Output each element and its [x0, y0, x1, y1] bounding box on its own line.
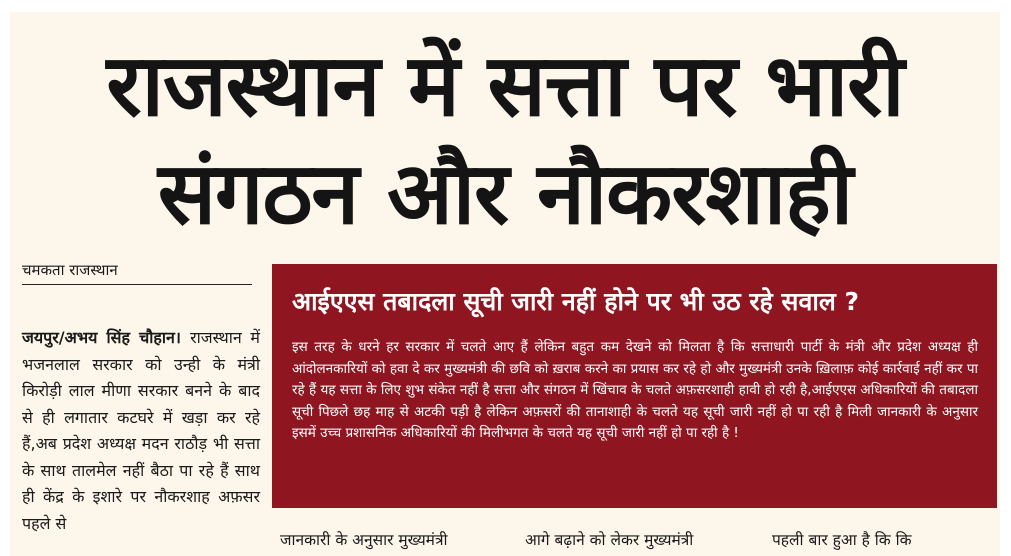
- highlight-title: आईएएस तबादला सूची जारी नहीं होने पर भी उठ रहे सवाल ?: [292, 287, 859, 316]
- headline-line-2: संगठन और नौकरशाही: [157, 144, 853, 244]
- bottom-column-2: आगे बढ़ाने को लेकर मुख्यमंत्री: [525, 531, 694, 549]
- bottom-column-3: पहली बार हुआ है कि कि: [772, 531, 912, 549]
- left-article-body: राजस्थान में भजनलाल सरकार को उन्ही के मंत्री किरोड़ी लाल मीणा सरकार बनने के बाद से ही लगातार कटघरे में खड़ा कर रहे हैं,अब प्रदेश अध्यक्ष मदन राठौड़ भी सत्ता के साथ तालमेल नहीं बैठा पा रहे हैं साथ ही केंद्र के इशारे पर नौकरशाह अफ़सर पहले से: [22, 328, 260, 533]
- highlight-box: [272, 264, 997, 508]
- headline-line-1: राजस्थान में सत्ता पर भारी: [106, 36, 904, 136]
- left-article-column: [22, 325, 260, 537]
- newspaper-page: [10, 12, 1000, 556]
- source-label: चमकता राजस्थान: [22, 260, 252, 285]
- highlight-body: इस तरह के धरने हर सरकार में चलते आए हैं लेकिन बहुत कम देखने को मिलता है कि सत्ताधारी पार्टी के मंत्री और प्रदेश अध्यक्ष ही आंदोलनकारियों को हवा दे कर मुख्यमंत्री की छवि को ख़राब करने का प्रयास कर रहे हो और मुख्यमंत्री उनके ख़िलाफ़ कोई कार्रवाई नहीं कर पा रहे हैं यह सत्ता के लिए शुभ संकेत नहीं है सत्ता और संगठन में खिंचाव के चलते अफ़सरशाही हावी हो रही है,आईएएस अधिकारियों की तबादला सूची पिछले छह माह से अटकी पड़ी है लेकिन अफ़सरों की तानाशाही के चलते यह सूची जारी नहीं हो पा रही है मिली जानकारी के अनुसार इसमें उच्च प्रशासनिक अधिकारियों की मिलीभगत के चलते यह सूची जारी नहीं हो पा रही है !: [292, 339, 978, 442]
- byline: जयपुर/अभय सिंह चौहान।: [22, 328, 191, 347]
- bottom-column-1: जानकारी के अनुसार मुख्यमंत्री: [280, 531, 448, 549]
